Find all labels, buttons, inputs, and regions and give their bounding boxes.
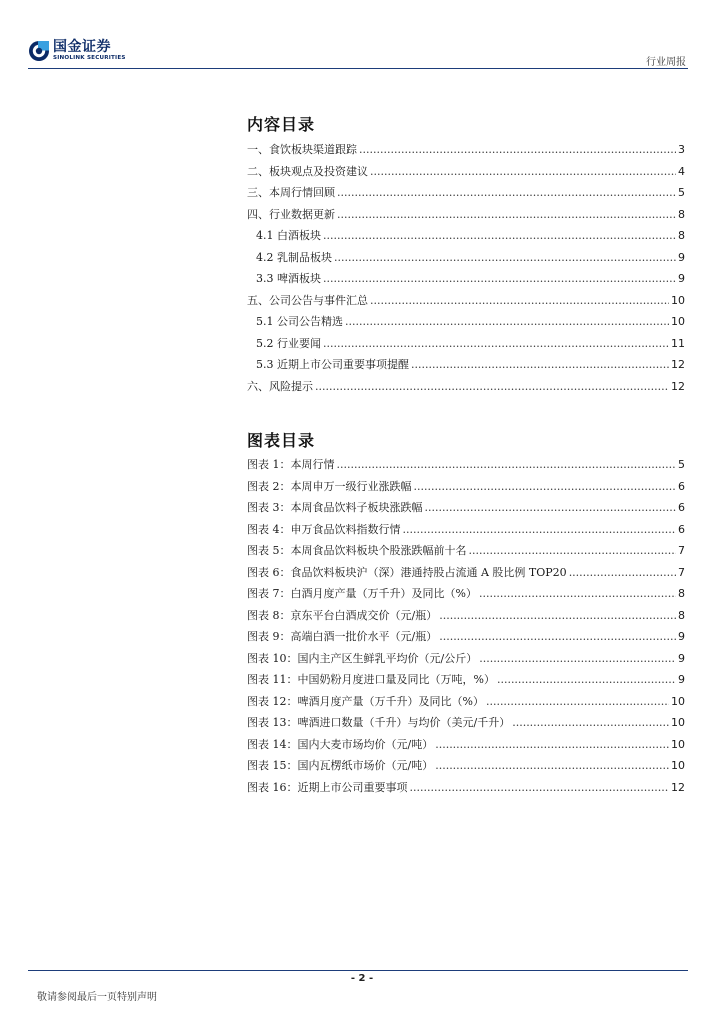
figure-entry[interactable] (247, 585, 685, 607)
figure-entry-page: 5 (678, 458, 685, 471)
figure-entry[interactable] (247, 564, 685, 586)
figure-entry-page: 10 (671, 716, 685, 729)
logo-mark-icon (28, 40, 50, 62)
figure-entry-label: 图表 12：啤酒月度产量（万千升）及同比（%） (247, 694, 484, 708)
toc-entry-label: 二、板块观点及投资建议 (247, 164, 368, 178)
dot-leader (512, 716, 669, 729)
logo-chinese-name: 国金证券 (53, 39, 111, 56)
toc-entry-label: 五、公司公告与事件汇总 (247, 293, 368, 307)
figure-entry-label: 图表 5：本周食品饮料板块个股涨跌幅前十名 (247, 544, 467, 557)
dot-leader (479, 587, 676, 600)
dot-leader (315, 380, 669, 393)
figure-entry-page: 6 (678, 501, 685, 514)
toc-entry-label: 5.1 公司公告精选 (256, 315, 343, 328)
figure-entry-page: 8 (678, 587, 685, 600)
figure-entry-page: 10 (671, 759, 685, 772)
dot-leader (323, 337, 669, 350)
toc-entry[interactable] (247, 335, 685, 357)
contents-title: 内容目录 (247, 115, 316, 134)
figure-entry[interactable] (247, 714, 685, 736)
header-divider (28, 68, 688, 69)
figure-entry[interactable] (247, 542, 685, 564)
figure-entry-label: 图表 9：高端白酒一批价水平（元/瓶） (247, 630, 438, 643)
figure-entry[interactable] (247, 499, 685, 521)
footer-disclaimer: 敬请参阅最后一页特别声明 (37, 992, 157, 1003)
figure-entry[interactable] (247, 779, 685, 801)
dot-leader (469, 544, 677, 557)
dot-leader (411, 358, 669, 371)
figure-entry-page: 9 (678, 673, 685, 686)
figures-list (247, 456, 685, 800)
dot-leader (569, 566, 676, 579)
figure-entry-page: 9 (678, 630, 685, 643)
figure-entry[interactable] (247, 650, 685, 672)
toc-entry-page: 10 (671, 293, 685, 307)
figure-entry-page: 6 (678, 522, 685, 536)
figure-entry[interactable] (247, 478, 685, 500)
page-header (0, 0, 724, 70)
logo-english-name: SINOLINK SECURITIES (53, 55, 126, 62)
toc-entry[interactable] (247, 378, 685, 400)
dot-leader (439, 630, 676, 643)
toc-entry-page: 12 (671, 379, 685, 393)
figure-entry[interactable] (247, 521, 685, 543)
figure-entry-label: 图表 13：啤酒进口数量（千升）与均价（美元/千升） (247, 716, 511, 729)
logo-text (53, 40, 126, 62)
dot-leader (370, 165, 676, 178)
toc-entry[interactable] (247, 227, 685, 249)
dot-leader (403, 523, 677, 536)
toc-entry-label: 3.3 啤酒板块 (256, 272, 321, 285)
toc-entry-page: 11 (671, 336, 685, 350)
toc-entry-page: 9 (678, 272, 685, 285)
toc-entry-page: 8 (678, 207, 685, 221)
figure-entry-label: 图表 4：申万食品饮料指数行情 (247, 522, 401, 536)
toc-entry-page: 9 (678, 250, 685, 264)
toc-entry-label: 四、行业数据更新 (247, 207, 335, 221)
toc-entry[interactable] (247, 206, 685, 228)
figure-entry-page: 8 (678, 608, 685, 622)
figure-entry-page: 10 (671, 694, 685, 708)
toc-entry-label: 一、食饮板块渠道跟踪 (247, 143, 357, 156)
figure-entry[interactable] (247, 607, 685, 629)
toc-entry-page: 3 (678, 143, 685, 156)
figure-entry-page: 10 (671, 737, 685, 751)
dot-leader (414, 480, 677, 493)
figure-entry-label: 图表 16：近期上市公司重要事项 (247, 780, 408, 794)
page-number: - 2 - (350, 973, 374, 984)
toc-entry[interactable] (247, 184, 685, 206)
toc-entry-label: 4.2 乳制品板块 (256, 250, 332, 264)
contents-list (247, 141, 685, 399)
figure-entry-page: 12 (671, 780, 685, 794)
figure-entry[interactable] (247, 736, 685, 758)
toc-entry[interactable] (247, 356, 685, 378)
dot-leader (486, 695, 669, 708)
dot-leader (323, 272, 676, 285)
toc-entry-label: 5.2 行业要闻 (256, 336, 321, 350)
toc-entry-label: 六、风险提示 (247, 379, 313, 393)
dot-leader (337, 458, 677, 471)
figure-entry[interactable] (247, 456, 685, 478)
figure-entry-page: 9 (678, 651, 685, 665)
figure-entry[interactable] (247, 757, 685, 779)
toc-entry-label: 三、本周行情回顾 (247, 186, 335, 199)
figure-entry-label: 图表 2：本周申万一级行业涨跌幅 (247, 479, 412, 493)
figure-entry-label: 图表 6：食品饮料板块沪（深）港通持股占流通 A 股比例 TOP20 (247, 565, 567, 579)
dot-leader (435, 759, 669, 772)
figure-entry[interactable] (247, 671, 685, 693)
toc-entry[interactable] (247, 141, 685, 163)
footer-divider (28, 970, 688, 971)
toc-entry-page: 8 (678, 229, 685, 242)
figure-entry-label: 图表 10：国内主产区生鲜乳平均价（元/公斤） (247, 651, 478, 665)
toc-entry[interactable] (247, 270, 685, 292)
figure-entry-label: 图表 11：中国奶粉月度进口量及同比（万吨，%） (247, 673, 495, 686)
report-type-label: 行业周报 (646, 57, 686, 68)
figure-entry-page: 7 (678, 565, 685, 579)
figure-entry[interactable] (247, 693, 685, 715)
figure-entry-page: 6 (678, 479, 685, 493)
dot-leader (337, 186, 676, 199)
dot-leader (497, 673, 676, 686)
dot-leader (334, 251, 676, 264)
figure-entry-label: 图表 1：本周行情 (247, 458, 335, 471)
toc-entry-label: 5.3 近期上市公司重要事项提醒 (256, 358, 409, 371)
toc-entry-page: 5 (678, 186, 685, 199)
toc-entry-page: 10 (671, 315, 685, 328)
dot-leader (345, 315, 669, 328)
figure-entry-label: 图表 14：国内大麦市场均价（元/吨） (247, 737, 434, 751)
dot-leader (359, 143, 676, 156)
toc-entry-label: 4.1 白酒板块 (256, 229, 321, 242)
dot-leader (425, 501, 677, 514)
dot-leader (435, 738, 669, 751)
dot-leader (370, 294, 669, 307)
figure-entry-label: 图表 8：京东平台白酒成交价（元/瓶） (247, 608, 438, 622)
figure-entry-label: 图表 7：白酒月度产量（万千升）及同比（%） (247, 587, 477, 600)
figure-entry-label: 图表 3：本周食品饮料子板块涨跌幅 (247, 501, 423, 514)
dot-leader (439, 609, 676, 622)
toc-entry[interactable] (247, 249, 685, 271)
dot-leader (337, 208, 676, 221)
figure-entry-label: 图表 15：国内瓦楞纸市场价（元/吨） (247, 759, 434, 772)
figure-entry[interactable] (247, 628, 685, 650)
figures-title: 图表目录 (247, 431, 316, 450)
toc-entry[interactable] (247, 292, 685, 314)
dot-leader (479, 652, 676, 665)
figure-entry-page: 7 (678, 544, 685, 557)
toc-entry-page: 12 (671, 358, 685, 371)
toc-entry[interactable] (247, 163, 685, 185)
company-logo (28, 40, 126, 62)
dot-leader (410, 781, 670, 794)
toc-entry[interactable] (247, 313, 685, 335)
dot-leader (323, 229, 676, 242)
toc-entry-page: 4 (678, 164, 685, 178)
